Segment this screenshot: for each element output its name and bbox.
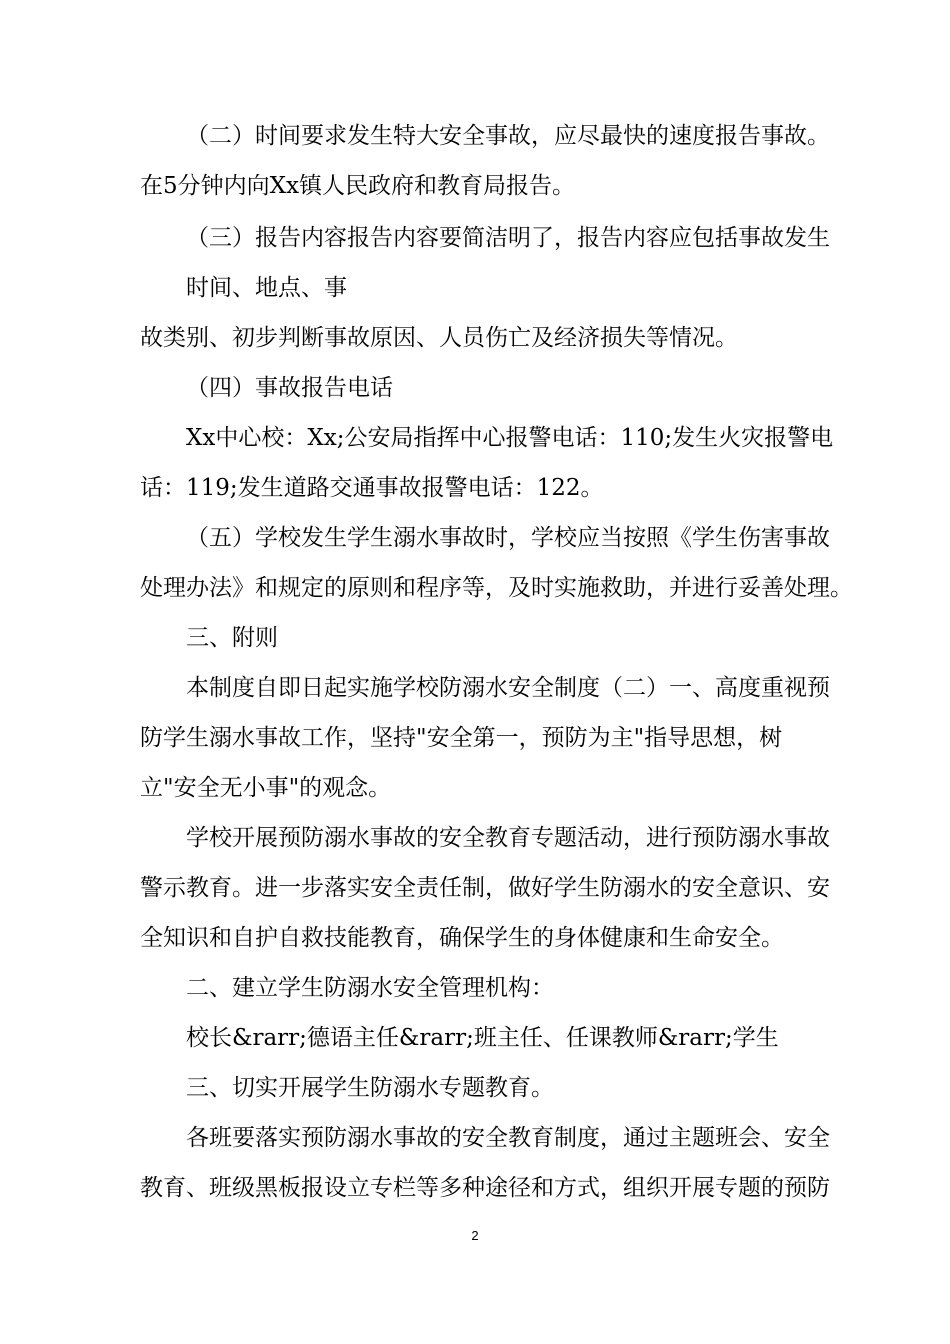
text-line: 处理办法》和规定的原则和程序等，及时实施救助，并进行妥善处理。 (140, 575, 853, 601)
text-line: 全知识和自护自救技能教育，确保学生的身体健康和生命安全。 (140, 925, 784, 951)
text-line: 本制度自即日起实施学校防溺水安全制度（二）一、高度重视预 (186, 675, 830, 701)
text-line: 教育、班级黑板报设立专栏等多种途径和方式，组织开展专题的预防 (140, 1175, 830, 1201)
text-line: 立"安全无小事"的观念。 (140, 775, 392, 801)
text-line: 在5分钟内向Xx镇人民政府和教育局报告。 (140, 173, 575, 199)
text-line: 时间、地点、事 (186, 275, 347, 301)
text-line: 话：119;发生道路交通事故报警电话：122。 (140, 475, 604, 501)
text-line: 各班要落实预防溺水事故的安全教育制度，通过主题班会、安全 (186, 1125, 830, 1151)
text-line: 警示教育。进一步落实安全责任制，做好学生防溺水的安全意识、安 (140, 875, 830, 901)
page-number: 2 (471, 1228, 479, 1243)
section-heading: 三、切实开展学生防溺水专题教育。 (186, 1075, 554, 1101)
text-line: （五）学校发生学生溺水事故时，学校应当按照《学生伤害事故 (186, 525, 830, 551)
section-heading: 三、附则 (186, 625, 278, 651)
text-line: （二）时间要求发生特大安全事故，应尽最快的速度报告事故。 (186, 123, 830, 149)
text-line: 校长&rarr;德语主任&rarr;班主任、任课教师&rarr;学生 (186, 1025, 779, 1051)
text-line: （三）报告内容报告内容要简洁明了，报告内容应包括事故发生 (186, 225, 830, 251)
text-line: （四）事故报告电话 (186, 375, 393, 401)
text-line: 故类别、初步判断事故原因、人员伤亡及经济损失等情况。 (140, 325, 738, 351)
text-line: Xx中心校：Xx;公安局指挥中心报警电话：110;发生火灾报警电 (186, 425, 834, 451)
text-line: 防学生溺水事故工作，坚持"安全第一，预防为主"指导思想，树 (140, 725, 783, 751)
section-heading: 二、建立学生防溺水安全管理机构： (186, 975, 554, 1001)
text-line: 学校开展预防溺水事故的安全教育专题活动，进行预防溺水事故 (186, 825, 830, 851)
